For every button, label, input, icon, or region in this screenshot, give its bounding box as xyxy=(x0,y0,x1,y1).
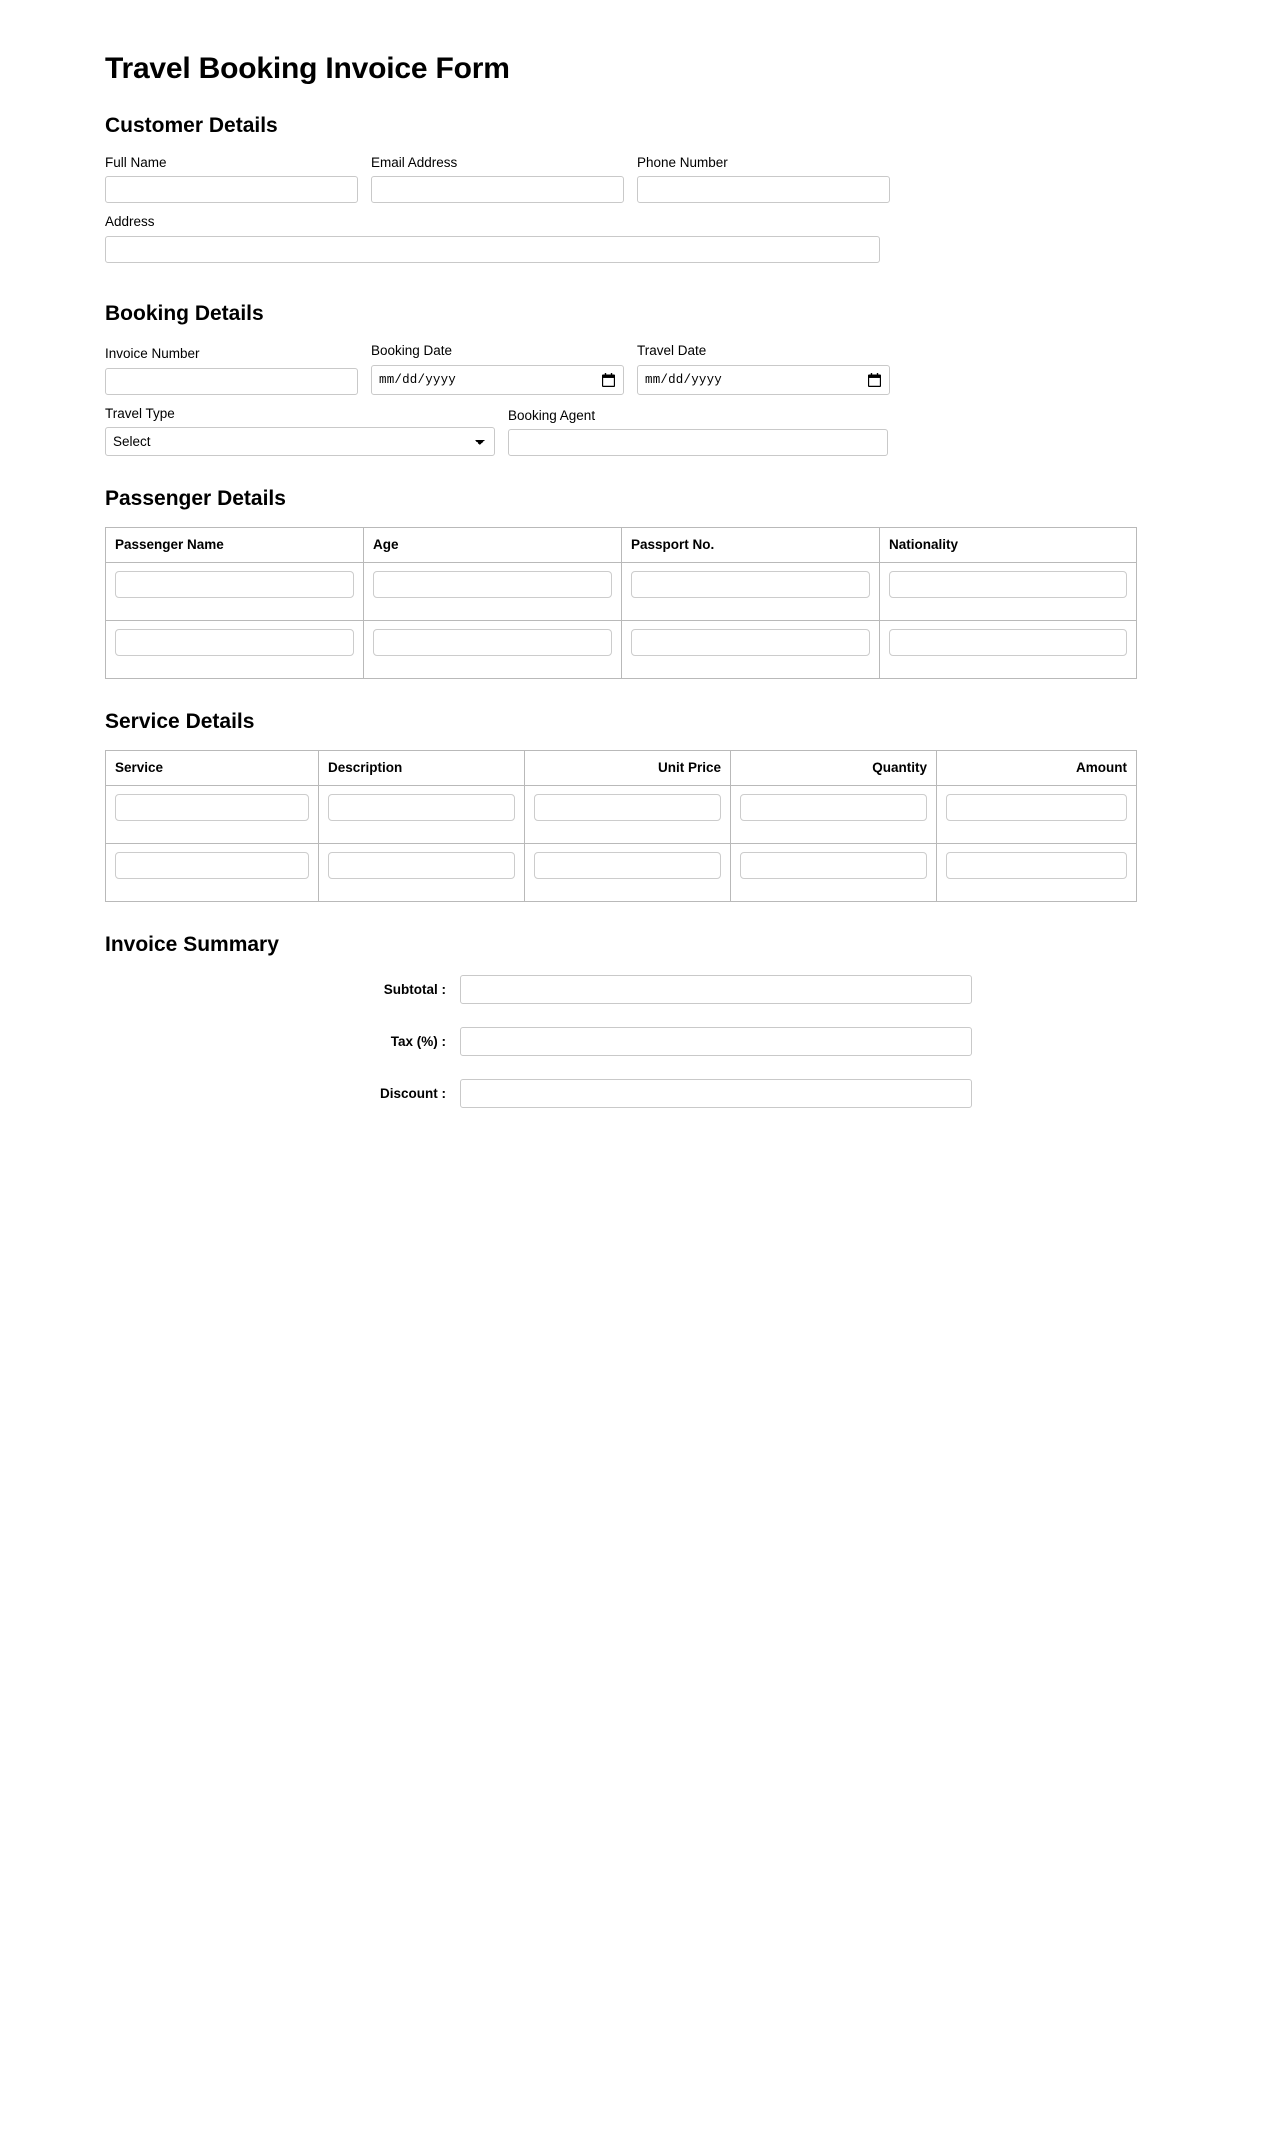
address-input[interactable] xyxy=(105,236,880,263)
travel-type-select[interactable] xyxy=(105,427,495,456)
passenger-name-cell xyxy=(106,562,364,620)
table-row xyxy=(106,785,1137,843)
page-title: Travel Booking Invoice Form xyxy=(105,52,510,85)
email-field-group xyxy=(371,154,624,204)
tax-label: Tax (%) : xyxy=(390,1033,446,1049)
summary-row-tax xyxy=(105,1027,1158,1056)
booking-date-wrapper xyxy=(371,365,624,395)
address-field-group xyxy=(105,213,880,263)
booking-agent-field-group xyxy=(508,407,888,457)
service-amount-input[interactable] xyxy=(946,794,1127,821)
travel-date-input[interactable] xyxy=(637,365,890,395)
invoice-summary-section xyxy=(105,932,1158,1108)
passenger-table-head xyxy=(106,528,1137,563)
service-unit-price-input[interactable] xyxy=(534,852,721,879)
passenger-nationality-cell xyxy=(880,562,1137,620)
passenger-nationality-input[interactable] xyxy=(889,571,1127,598)
service-amount-cell xyxy=(937,785,1137,843)
full-name-label: Full Name xyxy=(105,154,167,170)
booking-agent-label: Booking Agent xyxy=(508,407,596,423)
summary-rows xyxy=(105,975,1158,1108)
service-col-service: Service xyxy=(106,750,319,785)
service-details-section xyxy=(105,709,1158,902)
full-name-field-group xyxy=(105,154,358,204)
passenger-passport-cell xyxy=(622,620,880,678)
service-col-amount: Amount xyxy=(937,750,1137,785)
service-quantity-cell xyxy=(731,785,937,843)
passenger-col-nationality: Nationality xyxy=(880,528,1137,563)
passenger-details-heading: Passenger Details xyxy=(105,487,286,511)
discount-label: Discount : xyxy=(380,1085,446,1101)
booking-row-2 xyxy=(105,405,1158,457)
invoice-number-label: Invoice Number xyxy=(105,345,200,361)
service-name-input[interactable] xyxy=(115,852,309,879)
service-col-quantity: Quantity xyxy=(731,750,937,785)
service-details-heading: Service Details xyxy=(105,709,255,733)
booking-date-input[interactable] xyxy=(371,365,624,395)
customer-row-1 xyxy=(105,154,1158,204)
passenger-age-cell xyxy=(364,620,622,678)
service-amount-cell xyxy=(937,843,1137,901)
booking-details-section xyxy=(105,301,1158,456)
passenger-col-age: Age xyxy=(364,528,622,563)
email-input[interactable] xyxy=(371,176,624,203)
booking-details-heading: Booking Details xyxy=(105,301,264,325)
table-row xyxy=(106,562,1137,620)
passenger-details-section xyxy=(105,486,1158,679)
service-description-cell xyxy=(319,843,525,901)
tax-input[interactable] xyxy=(460,1027,972,1056)
travel-date-field-group xyxy=(637,342,890,395)
service-description-input[interactable] xyxy=(328,852,515,879)
passenger-age-input[interactable] xyxy=(373,571,612,598)
phone-label: Phone Number xyxy=(637,154,728,170)
passenger-age-cell xyxy=(364,562,622,620)
service-details-table xyxy=(105,750,1137,902)
service-table-body xyxy=(106,785,1137,901)
subtotal-label: Subtotal : xyxy=(383,981,446,997)
service-quantity-input[interactable] xyxy=(740,794,927,821)
service-name-input[interactable] xyxy=(115,794,309,821)
passenger-passport-input[interactable] xyxy=(631,571,870,598)
passenger-col-name: Passenger Name xyxy=(106,528,364,563)
service-name-cell xyxy=(106,785,319,843)
customer-details-heading: Customer Details xyxy=(105,113,278,137)
booking-date-label: Booking Date xyxy=(371,342,453,358)
service-unit-price-cell xyxy=(525,785,731,843)
travel-type-label: Travel Type xyxy=(105,405,175,421)
invoice-summary-heading: Invoice Summary xyxy=(105,932,279,956)
service-col-description: Description xyxy=(319,750,525,785)
service-quantity-input[interactable] xyxy=(740,852,927,879)
service-description-input[interactable] xyxy=(328,794,515,821)
passenger-passport-input[interactable] xyxy=(631,629,870,656)
travel-type-field-group xyxy=(105,405,495,457)
service-unit-price-input[interactable] xyxy=(534,794,721,821)
passenger-name-input[interactable] xyxy=(115,571,354,598)
travel-date-label: Travel Date xyxy=(637,342,707,358)
travel-date-wrapper xyxy=(637,365,890,395)
email-label: Email Address xyxy=(371,154,458,170)
discount-input[interactable] xyxy=(460,1079,972,1108)
service-col-unit-price: Unit Price xyxy=(525,750,731,785)
invoice-number-field-group xyxy=(105,345,358,395)
service-amount-input[interactable] xyxy=(946,852,1127,879)
passenger-details-table xyxy=(105,527,1137,679)
table-row xyxy=(106,620,1137,678)
summary-row-subtotal xyxy=(105,975,1158,1004)
booking-date-field-group xyxy=(371,342,624,395)
service-table-head xyxy=(106,750,1137,785)
passenger-passport-cell xyxy=(622,562,880,620)
booking-row-1 xyxy=(105,342,1158,395)
customer-details-section xyxy=(105,113,1158,263)
booking-agent-input[interactable] xyxy=(508,429,888,456)
passenger-name-input[interactable] xyxy=(115,629,354,656)
invoice-number-input[interactable] xyxy=(105,368,358,395)
passenger-col-passport: Passport No. xyxy=(622,528,880,563)
passenger-nationality-input[interactable] xyxy=(889,629,1127,656)
passenger-table-body xyxy=(106,562,1137,678)
passenger-age-input[interactable] xyxy=(373,629,612,656)
phone-field-group xyxy=(637,154,890,204)
service-quantity-cell xyxy=(731,843,937,901)
summary-row-discount xyxy=(105,1079,1158,1108)
service-unit-price-cell xyxy=(525,843,731,901)
service-description-cell xyxy=(319,785,525,843)
passenger-name-cell xyxy=(106,620,364,678)
subtotal-input[interactable] xyxy=(460,975,972,1004)
service-header-row xyxy=(106,750,1137,785)
full-name-input[interactable] xyxy=(105,176,358,203)
service-name-cell xyxy=(106,843,319,901)
table-row xyxy=(106,843,1137,901)
phone-input[interactable] xyxy=(637,176,890,203)
customer-row-2 xyxy=(105,213,1158,263)
passenger-header-row xyxy=(106,528,1137,563)
address-label: Address xyxy=(105,214,155,230)
passenger-nationality-cell xyxy=(880,620,1137,678)
